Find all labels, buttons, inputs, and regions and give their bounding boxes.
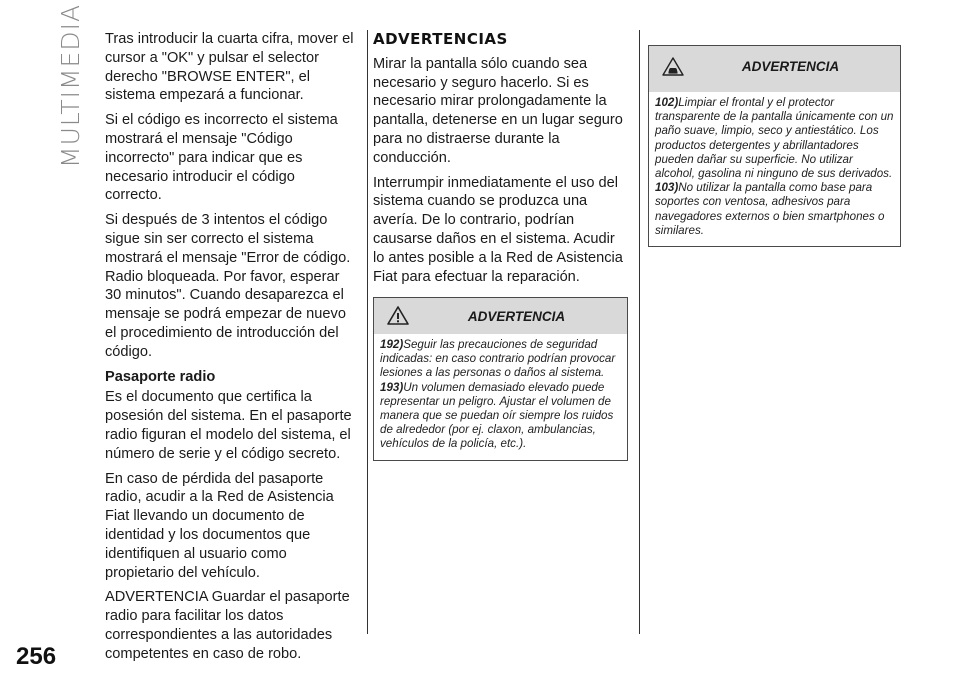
column-left (105, 30, 355, 670)
paragraph: Es el documento que certifica la posesión del sistema. En el pasaporte radio figuran el modelo del sistema, el número de serie y el código secreto. (105, 389, 352, 462)
warning-text: No utilizar la pantalla como base para soportes con ventosa, adhesivos para navegadores externos o bien smartphones o similares. (655, 181, 885, 237)
warning-item (380, 338, 621, 381)
warning-box (373, 297, 628, 461)
subheading: Pasaporte radio (105, 368, 216, 385)
section-heading: ADVERTENCIAS (373, 30, 508, 48)
paragraph: En caso de pérdida del pasaporte radio, acudir a la Red de Asistencia Fiat llevando un documento de identidad y los documentos que identifiquen al usuario como propietario del vehículo. (105, 470, 334, 581)
warning-number: 103) (655, 181, 679, 195)
column-divider (367, 30, 368, 634)
warning-title: ADVERTENCIA (741, 59, 840, 74)
paragraph: Si el código es incorrecto el sistema mostrará el mensaje "Código incorrecto" para indicar que es necesario introducir el código correcto. (105, 112, 338, 204)
warning-item (655, 181, 894, 238)
warning-item (655, 96, 894, 181)
warning-title: ADVERTENCIA (467, 309, 566, 324)
warning-number: 192) (380, 338, 404, 351)
warning-number: 102) (655, 96, 679, 109)
warning-text: Limpiar el frontal y el protector transparente de la pantalla únicamente con un paño suave, limpio, seco y antiestático. Los productos detergentes y abrillantadores pueden dañar su superficie. No utilizar alcohol, gasolina ni ninguno de sus derivados. (655, 96, 894, 181)
warning-box (648, 45, 901, 247)
paragraph: Interrumpir inmediatamente el uso del sistema cuando se produzca una avería. De lo contrario, podrían causarse daños en el sistema. Acudir lo antes posible a la Red de Asistencia Fiat para efectuar la reparación. (373, 174, 623, 285)
section-tab: MULTIMEDIA (56, 3, 85, 168)
warning-item (380, 381, 621, 452)
warning-number: 193) (380, 380, 404, 394)
column-middle (373, 30, 630, 292)
warning-header (374, 298, 627, 334)
warning-body (649, 92, 900, 246)
warning-text: Seguir las precauciones de seguridad indicadas: en caso contrario podrían provocar lesiones a las personas o daños al sistema. (380, 338, 616, 380)
paragraph: ADVERTENCIA Guardar el pasaporte radio para facilitar los datos correspondientes a las autoridades competentes en caso de robo. (105, 589, 350, 662)
paragraph: Tras introducir la cuarta cifra, mover el cursor a "OK" y pulsar el selector derecho "BROWSE ENTER", el sistema empezará a funcionar. (105, 31, 354, 104)
paragraph: Mirar la pantalla sólo cuando sea necesario y seguro hacerlo. Si es necesario mirar prolongadamente la pantalla, detenerse en un lugar seguro para no distraerse durante la conducción. (373, 55, 623, 166)
page-number: 256 (16, 643, 57, 670)
warning-text: Un volumen demasiado elevado puede representar un peligro. Ajustar el volumen de manera que se puedan oír siempre los ruidos de alrededor (por ej. claxon, ambulancias, vehículos de la policía, etc.). (380, 380, 614, 451)
column-divider (639, 30, 640, 634)
warning-body (374, 334, 627, 460)
warning-header (649, 46, 900, 92)
paragraph: Si después de 3 intentos el código sigue sin ser correcto el sistema mostrará el mensaje "Error de código. Radio bloqueada. Por favor, esperar 30 minutos". Cuando desaparezca el mensaje se podrá empezar de nuevo el procedimiento de introducción del código. (105, 212, 351, 360)
